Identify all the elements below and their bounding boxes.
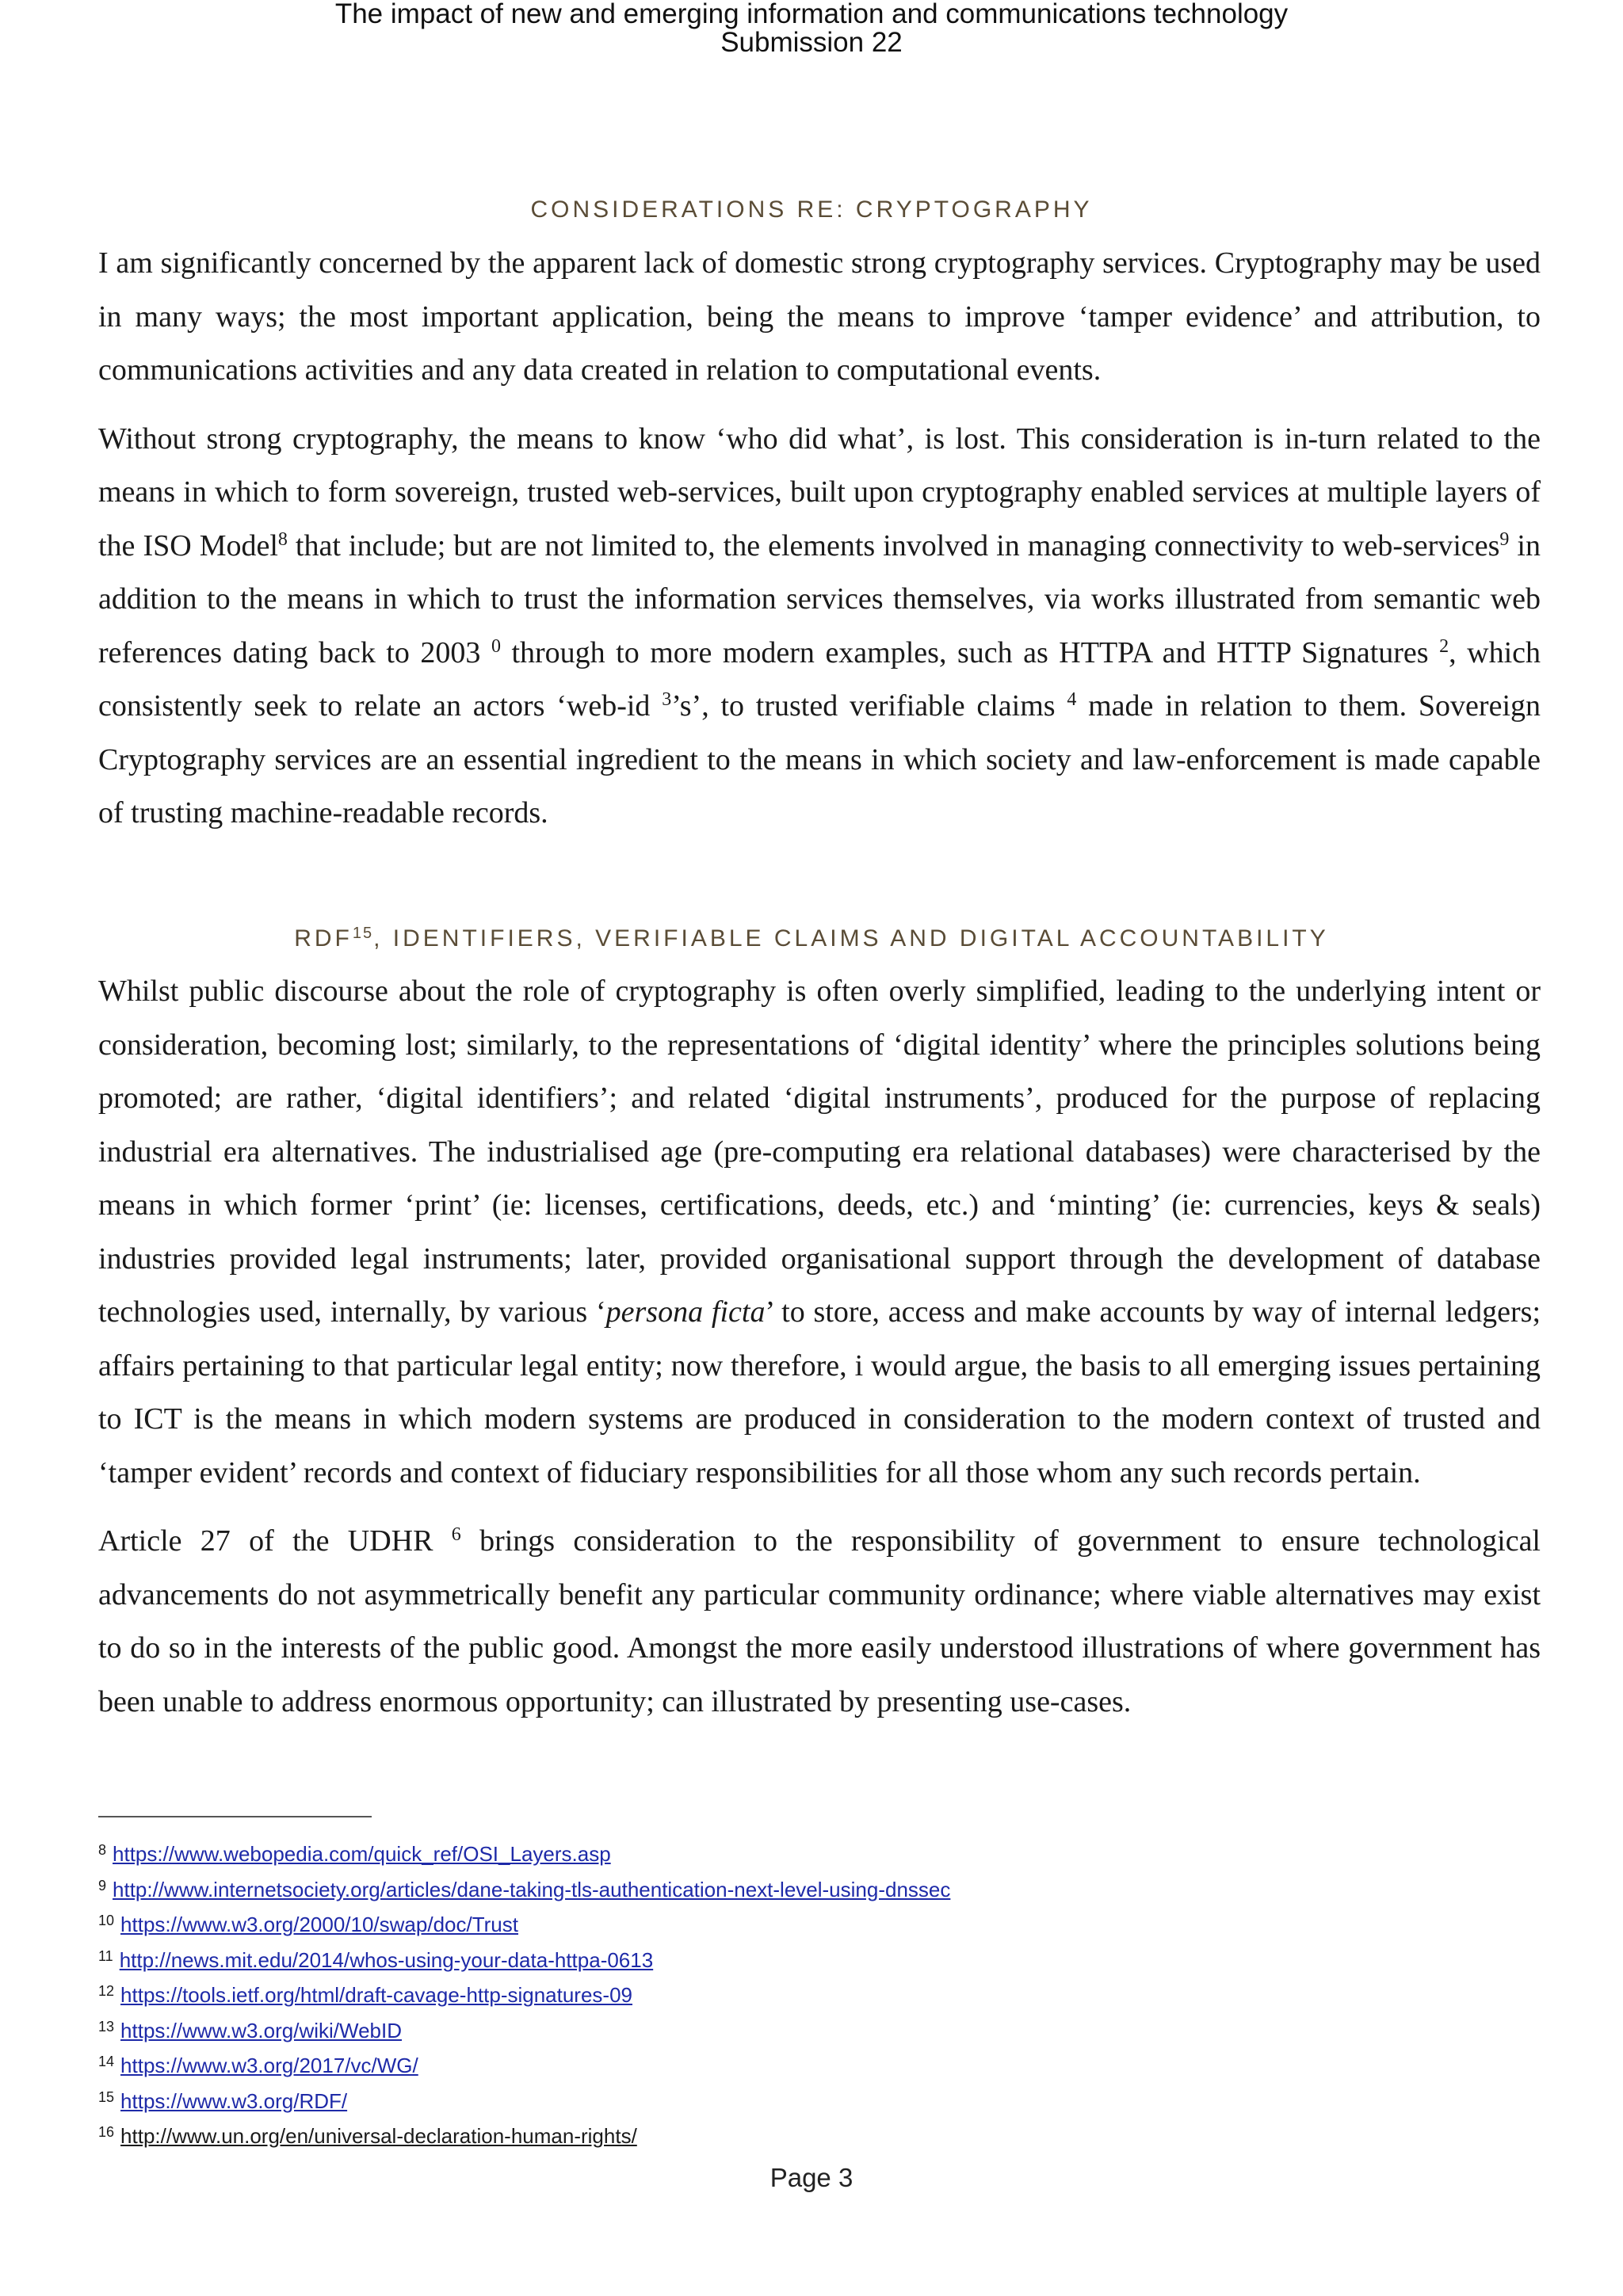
footnote: $^{15}$ https://www.w3.org/RDF/	[98, 2088, 348, 2113]
footnote: $^{11}$ http://news.mit.edu/2014/whos-using-your-data-httpa-0613	[98, 1947, 654, 1972]
footnote-ref[interactable]: 9	[1499, 528, 1510, 550]
footnote-link[interactable]: https://www.w3.org/2017/vc/WG/	[120, 2054, 418, 2077]
page-header	[0, 0, 1623, 57]
footnote-divider	[98, 1816, 372, 1817]
footnote: $^{10}$ https://www.w3.org/2000/10/swap/doc/Trust	[98, 1913, 518, 1936]
header-title: The impact of new and emerging information and communications technology	[334, 0, 1289, 29]
footnotes	[98, 1836, 1525, 2154]
footnote-link[interactable]: https://tools.ietf.org/html/draft-cavage-http-signatures-09	[120, 1983, 633, 2007]
footnote-ref[interactable]: 4	[1067, 689, 1077, 710]
footnote: $^{13}$ https://www.w3.org/wiki/WebID	[98, 2018, 402, 2042]
footnote-link[interactable]: https://www.w3.org/2000/10/swap/doc/Trust	[120, 1913, 518, 1936]
footnote-ref[interactable]: 8	[277, 528, 288, 550]
header-submission: Submission 22	[720, 27, 903, 58]
section-cryptography-body	[98, 237, 1541, 841]
paragraph: Without strong cryptography, the means to know ‘who did what’, is lost. This consideration is in-turn related to the means in which to form sovereign, trusted web-services, built upon cryptography enabled services at multiple layers of the ISO Model$^8$ that include; but are not limited to, the elements involved in managing connectivity to web-services$^9$ in addition to the means in which to trust the information services themselves, via works illustrated from semantic web references dating back to 2003 $^0$ through to more modern examples, such as HTTPA and HTTP Signatures $^2$, which consistently seek to relate an actors ‘web-id $^3$’s’, to trusted verifiable claims $^4$ made in relation to them. Sovereign Cryptography services are an essential ingredient to the means in which society and law-enforcement is made capable of trusting machine-readable records.	[98, 421, 1541, 830]
footnote-link[interactable]: http://www.un.org/en/universal-declaration-human-rights/	[120, 2124, 637, 2148]
section-heading-cryptography: CONSIDERATIONS RE: CRYPTOGRAPHY	[530, 196, 1093, 223]
footnote-link[interactable]: https://www.w3.org/RDF/	[120, 2088, 348, 2113]
section-heading-rdf: RDF$^{15}$, IDENTIFIERS, VERIFIABLE CLAIMS AND DIGITAL ACCOUNTABILITY	[294, 925, 1329, 952]
footnote: $^{16}$ http://www.un.org/en/universal-declaration-human-rights/	[98, 2124, 637, 2148]
footnote: $^{12}$ https://tools.ietf.org/html/draft-cavage-http-signatures-09	[98, 1983, 633, 2007]
footnote-link[interactable]: https://www.webopedia.com/quick_ref/OSI_Layers.asp	[113, 1842, 611, 1866]
footnote: $^8$ https://www.webopedia.com/quick_ref/OSI_Layers.asp	[98, 1842, 611, 1866]
footnote-link[interactable]: https://www.w3.org/wiki/WebID	[120, 2018, 402, 2042]
footnote: $^{14}$ https://www.w3.org/2017/vc/WG/	[98, 2054, 418, 2077]
footnote-link[interactable]: http://news.mit.edu/2014/whos-using-your-data-httpa-0613	[119, 1947, 654, 1972]
section-rdf-body	[98, 965, 1541, 1729]
footnote: $^9$ http://www.internetsociety.org/articles/dane-taking-tls-authentication-next-level-using-dnssec	[98, 1877, 951, 1901]
footnote-ref[interactable]: 3	[662, 689, 672, 710]
paragraph: Article 27 of the UDHR $^6$ brings consideration to the responsibility of government to ensure technological advancements do not asymmetrically benefit any particular community ordinance; where viable alternatives may exist to do so in the interests of the public good. Amongst the more easily understood illustrations of where government has been unable to address enormous opportunity; can illustrated by presenting use-cases.	[98, 1524, 1541, 1718]
page-number: Page 3	[769, 2163, 854, 2192]
footnote-ref[interactable]: 15	[352, 925, 374, 942]
paragraph: I am significantly concerned by the apparent lack of domestic strong cryptography services. Cryptography may be used in many ways; the most important application, being the means to improve ‘tamper evidence’ and attribution, to communications activities and any data created in relation to computational events.	[98, 246, 1541, 387]
footnote-ref[interactable]: 2	[1439, 635, 1449, 657]
footnote-ref[interactable]: 6	[451, 1524, 461, 1545]
paragraph: Whilst public discourse about the role of cryptography is often overly simplified, leading to the underlying intent or consideration, becoming lost; similarly, to the representations of ‘digital identity’ where the principles solutions being promoted; are rather, ‘digital identifiers’; and related ‘digital instruments’, produced for the purpose of replacing industrial era alternatives. The industrialised age (pre-computing era relational databases) were characterised by the means in which former ‘print’ (ie: licenses, certifications, deeds, etc.) and ‘minting’ (ie: currencies, keys & seals) industries provided legal instruments; later, provided organisational support through the development of database technologies used, internally, by various ‘persona ficta’ to store, access and make accounts by way of internal ledgers; affairs pertaining to that particular legal entity; now therefore, i would argue, the basis to all emerging issues pertaining to ICT is the means in which modern systems are produced in consideration to the modern context of trusted and ‘tamper evident’ records and context of fiduciary responsibilities for all those whom any such records pertain.	[98, 974, 1541, 1489]
footnote-ref[interactable]: 0	[491, 635, 501, 657]
footnote-link[interactable]: http://www.internetsociety.org/articles/dane-taking-tls-authentication-next-level-using-dnssec	[113, 1877, 951, 1901]
